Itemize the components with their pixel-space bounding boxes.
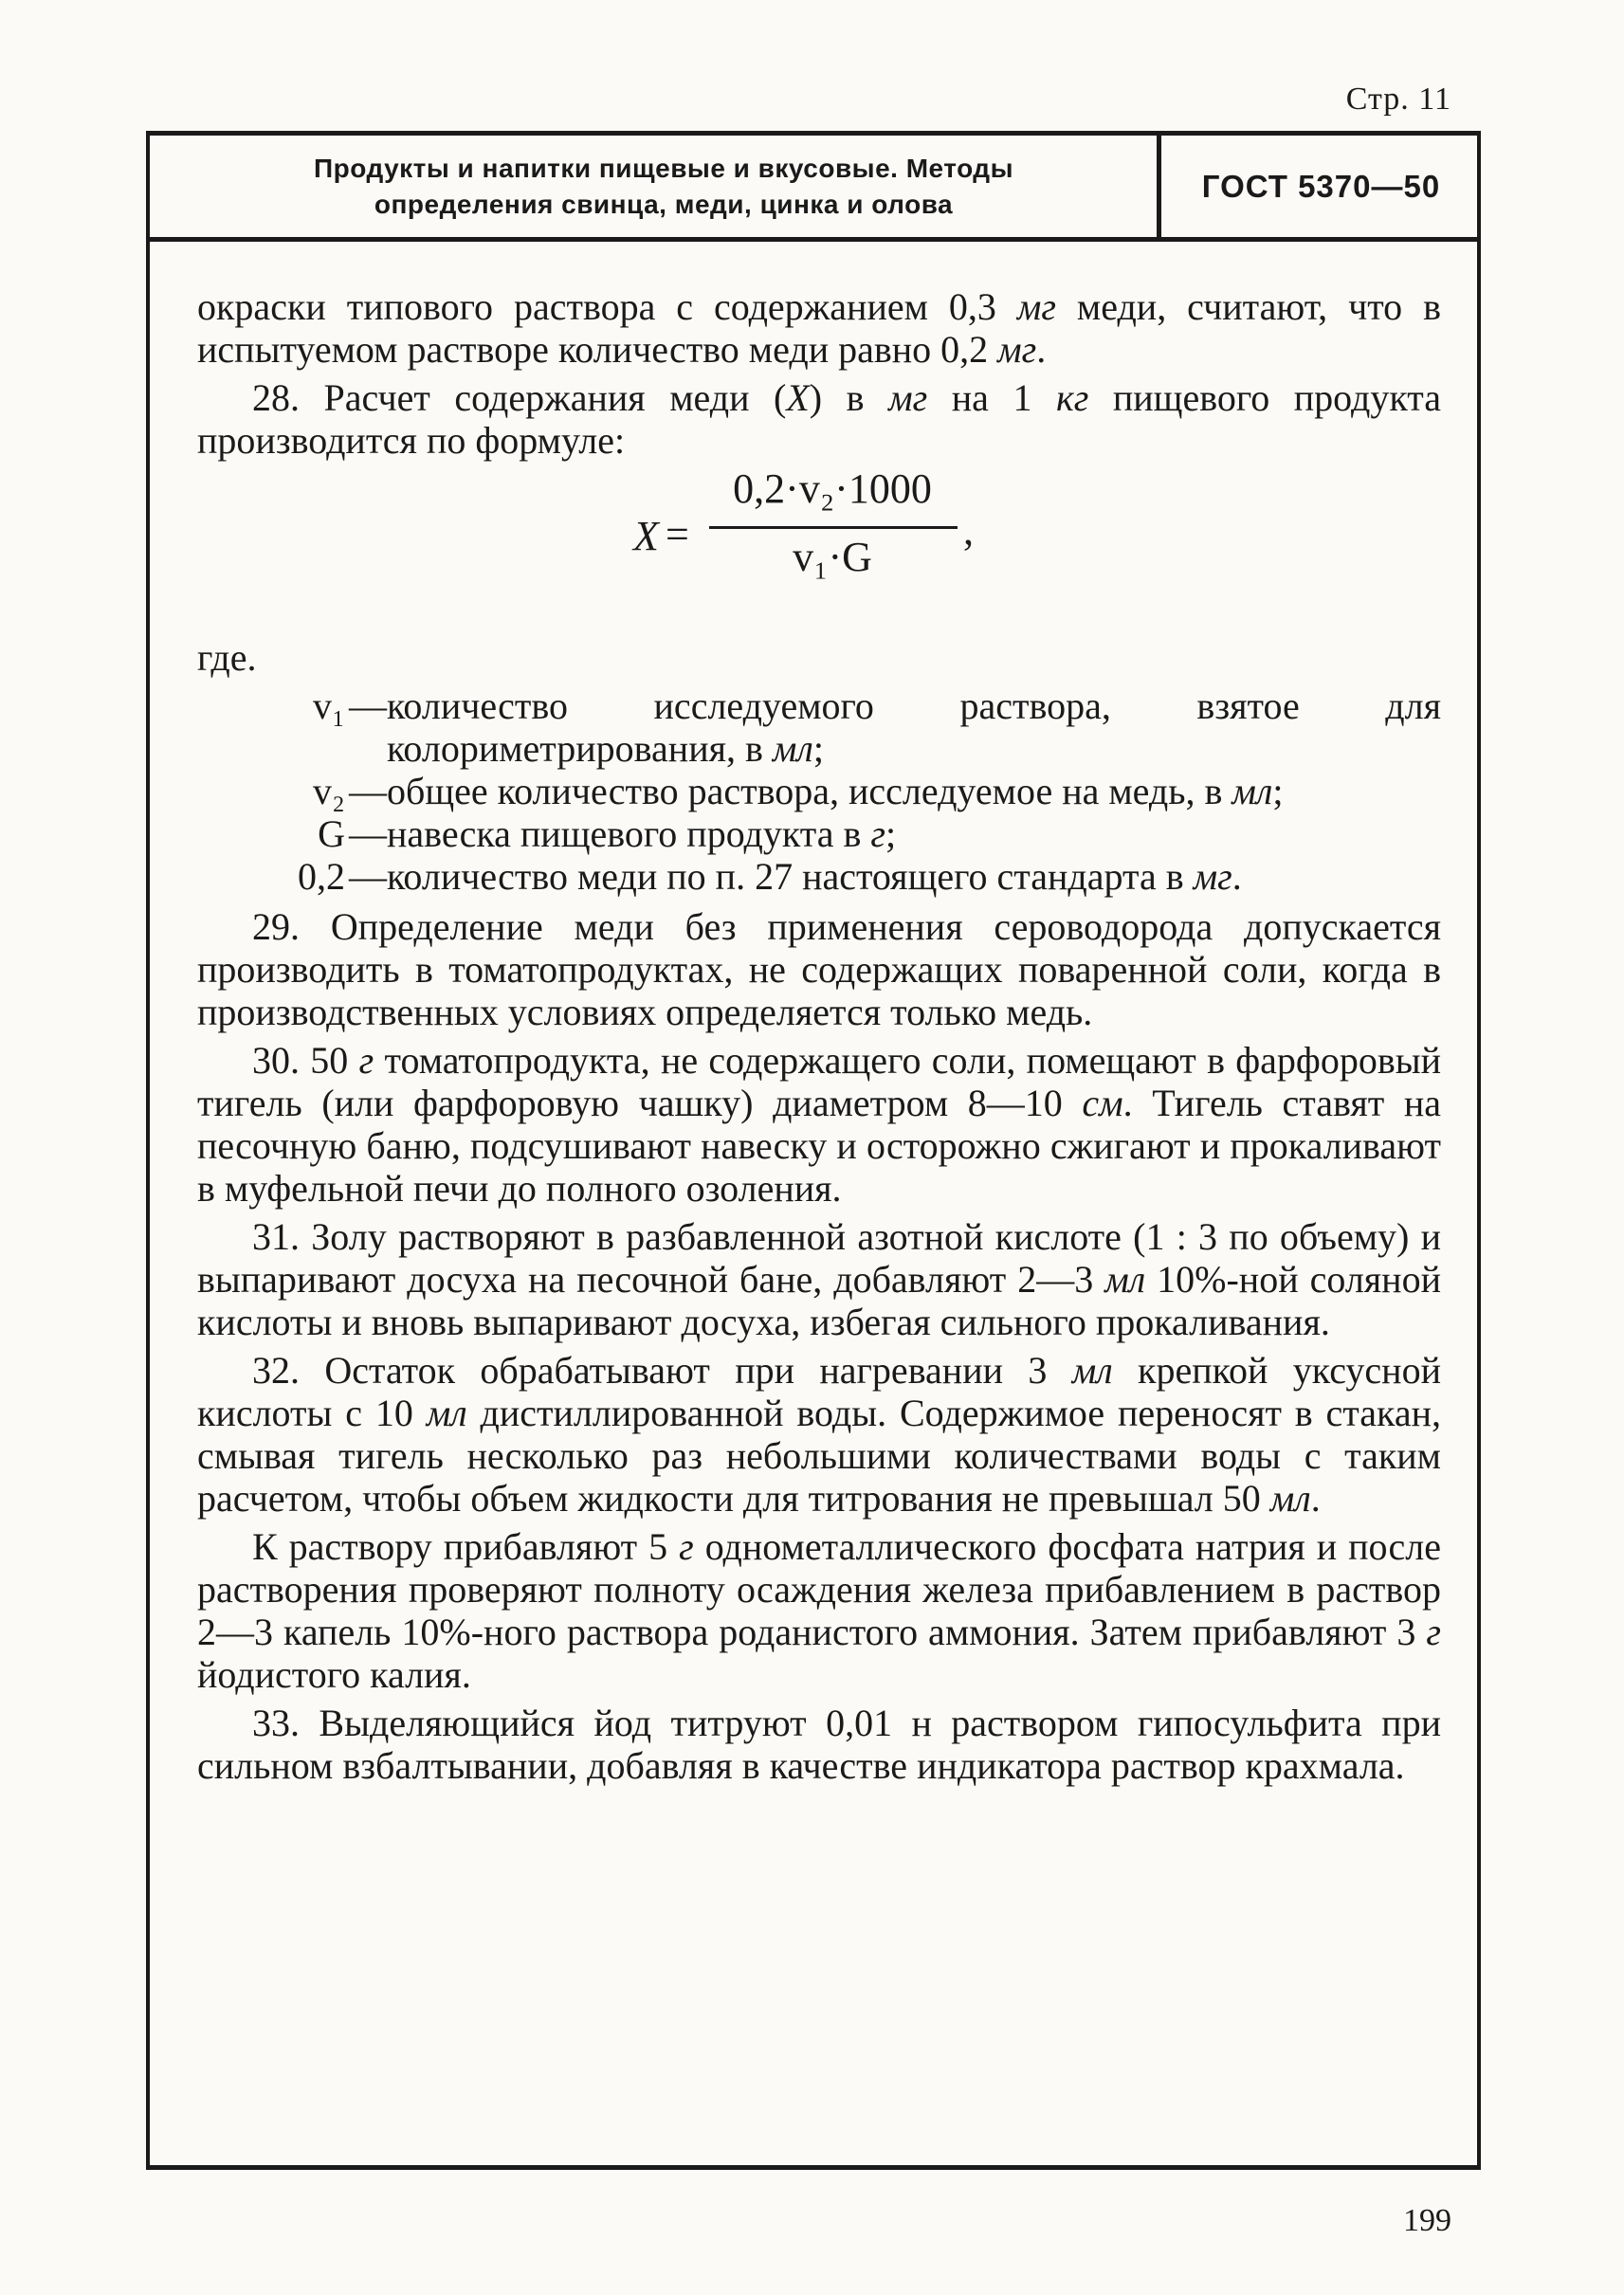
- text-run: количество исследуемого раствора, взятое для колориметрирования, в: [387, 684, 1441, 770]
- text-run: ;: [812, 727, 824, 770]
- formula-lhs: X: [633, 513, 659, 559]
- unit: мг: [1193, 855, 1232, 898]
- fraction-bar: [709, 526, 958, 529]
- header-title: [161, 151, 1166, 223]
- text-run: 30. 50: [252, 1039, 359, 1082]
- text-run: однометаллического фосфата натрия и после растворения проверяют полноту осаждения железа прибавлением в раствор 2—3 капель 10%-ного раствора роданистого аммония. Затем прибавляют 3: [197, 1525, 1441, 1653]
- text-run: ) в: [809, 376, 889, 419]
- formula-numerator: 0,2·v₂·1000: [733, 465, 932, 512]
- definition-dash: —: [349, 770, 387, 812]
- text-run: 28. Расчет содержания меди (: [252, 376, 787, 419]
- paragraph-intro: [197, 285, 1441, 371]
- header-title-line1: Продукты и напитки пищевые и вкусовые. Методы: [313, 154, 1013, 183]
- standard-code: ГОСТ 5370—50: [1201, 168, 1441, 204]
- text-run: К раствору прибавляют 5: [252, 1525, 680, 1568]
- paragraph-33: 33. Выделяющийся йод титруют 0,01 н раствором гипосульфита при сильном взбалтывании, добавляя в качестве индикатора раствор крахмала.: [197, 1702, 1441, 1787]
- text-run: 10%-ной соляной кислоты и вновь выпаривают досуха, избегая сильного прокаливания.: [197, 1258, 1441, 1343]
- page-number-top: Стр. 11: [1345, 82, 1451, 117]
- definition-symbol: G: [318, 812, 345, 855]
- text-run: ;: [1272, 770, 1284, 812]
- text-run: .: [1036, 328, 1047, 371]
- unit: мг: [1016, 285, 1056, 328]
- definitions-list: [197, 684, 1441, 898]
- unit: кг: [1055, 376, 1089, 419]
- where-label: где.: [197, 636, 257, 679]
- formula-comma: ,: [963, 507, 974, 554]
- text-run: навеска пищевого продукта в: [387, 812, 871, 855]
- text-run: пищевого продукта производится по формуле:: [197, 376, 1441, 462]
- unit: мл: [1071, 1349, 1113, 1392]
- page-number-bottom: 199: [1403, 2203, 1451, 2238]
- unit: мл: [1232, 770, 1273, 812]
- text-run: йодистого калия.: [197, 1653, 471, 1696]
- paragraph-31: [197, 1215, 1441, 1343]
- unit: мл: [1269, 1477, 1311, 1520]
- definition-row: [197, 812, 1441, 855]
- definition-text: [387, 770, 1441, 812]
- text-run: 32. Остаток обрабатывают при нагревании 3: [252, 1349, 1072, 1392]
- unit: мл: [1104, 1258, 1146, 1301]
- definition-text: [387, 812, 1441, 855]
- text-run: меди, считают, что в испытуемом растворе количество меди равно 0,2: [197, 285, 1442, 371]
- text-run: крепкой уксусной кислоты с 10: [197, 1349, 1441, 1434]
- unit: мг: [888, 376, 928, 419]
- definition-text: [387, 684, 1441, 770]
- unit: г: [1426, 1611, 1441, 1653]
- text-run: томатопродукта, не содержащего соли, помещают в фарфоровый тигель (или фарфоровую чашку) диаметром 8—10: [197, 1039, 1442, 1124]
- definition-symbol: 0,2: [298, 855, 345, 898]
- definition-row: [197, 684, 1441, 770]
- document-header: [150, 136, 1477, 242]
- unit: мл: [426, 1392, 467, 1434]
- paragraph-30: [197, 1039, 1441, 1210]
- text-run: .: [1232, 855, 1242, 898]
- definition-row: [197, 855, 1441, 898]
- unit: см: [1082, 1082, 1123, 1124]
- text-run: количество меди по п. 27 настоящего стандарта в: [387, 855, 1194, 898]
- text-run: дистиллированной воды. Содержимое переносят в стакан, смывая тигель несколько раз небольшими количествами воды с таким расчетом, чтобы объем жидкости для титрования не превышал 50: [197, 1392, 1442, 1520]
- definition-text: [387, 855, 1441, 898]
- text-run: на 1: [927, 376, 1056, 419]
- unit: г: [870, 812, 886, 855]
- paragraph-29: 29. Определение меди без применения сероводорода допускается производить в томатопродуктах, не содержащих поваренной соли, когда в производственных условиях определяется только медь.: [197, 905, 1441, 1033]
- definition-symbol: v₁: [313, 684, 345, 727]
- definition-dash: —: [349, 812, 387, 855]
- formula: [197, 467, 1441, 628]
- body-text: [197, 285, 1441, 1793]
- text-run: общее количество раствора, исследуемое на медь, в: [387, 770, 1232, 812]
- header-title-line2: определения свинца, меди, цинка и олова: [374, 190, 954, 219]
- definition-dash: —: [349, 855, 387, 898]
- variable: X: [786, 376, 810, 419]
- formula-denominator: v₁·G: [793, 534, 872, 580]
- paragraph-32: [197, 1349, 1441, 1520]
- text-run: ;: [885, 812, 897, 855]
- text-run: . Тигель ставят на песочную баню, подсушивают навеску и осторожно сжигают и прокаливают в муфельной печи до полного озоления.: [197, 1082, 1441, 1210]
- unit: мг: [997, 328, 1037, 371]
- definition-symbol: v₂: [313, 770, 345, 812]
- text-run: окраски типового раствора с содержанием 0,3: [197, 285, 1017, 328]
- definition-row: [197, 770, 1441, 812]
- paragraph-32-continued: [197, 1525, 1441, 1696]
- text-run: .: [1310, 1477, 1321, 1520]
- definition-dash: —: [349, 684, 387, 727]
- page-frame: [146, 131, 1481, 2170]
- unit: г: [358, 1039, 374, 1082]
- unit: мл: [772, 727, 813, 770]
- formula-equals: =: [666, 511, 689, 557]
- text-run: 31. Золу растворяют в разбавленной азотной кислоте (1 : 3 по объему) и выпаривают досуха на песочной бане, добавляют 2—3: [197, 1215, 1441, 1301]
- paragraph-28: [197, 376, 1441, 462]
- unit: г: [679, 1525, 694, 1568]
